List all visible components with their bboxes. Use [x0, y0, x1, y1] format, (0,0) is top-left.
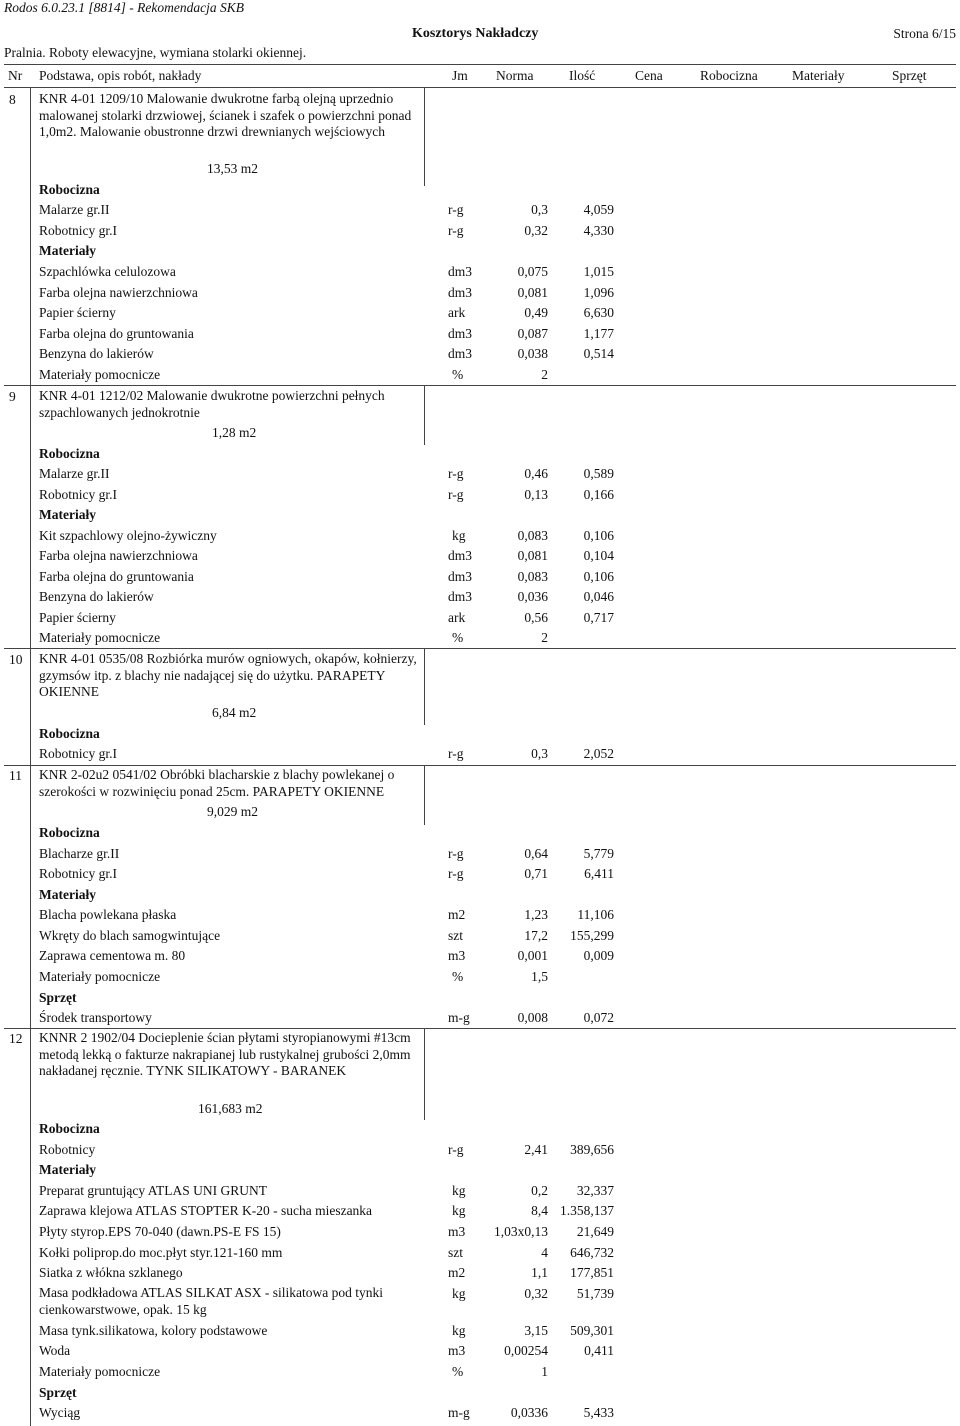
section-label-sprzet: Sprzęt: [39, 990, 77, 1005]
row-name: Malarze gr.II: [39, 202, 110, 217]
row-ilosc: 6,411: [584, 866, 614, 881]
row-norma: 8,4: [531, 1203, 548, 1218]
row-unit: kg: [452, 1286, 466, 1301]
row-ilosc: 5,433: [583, 1405, 614, 1420]
row-unit: ark: [448, 610, 466, 625]
row-ilosc: 509,301: [570, 1323, 614, 1338]
row-unit: dm3: [448, 346, 473, 361]
row-unit: kg: [452, 1323, 466, 1338]
row-unit: ark: [448, 305, 466, 320]
row-norma: 0,038: [517, 346, 548, 361]
position-quantity: 1,28 m2: [212, 425, 257, 440]
row-name: Robotnicy gr.I: [39, 746, 117, 761]
row-name: Siatka z włókna szklanego: [39, 1265, 183, 1280]
row-name: Kit szpachlowy olejno-żywiczny: [39, 528, 217, 543]
document-subtitle: Pralnia. Roboty elewacyjne, wymiana stolarki okiennej.: [4, 45, 307, 60]
row-unit: r-g: [448, 487, 464, 502]
row-norma: 0,0336: [510, 1405, 548, 1420]
row-ilosc: 155,299: [570, 928, 614, 943]
row-name: Papier ścierny: [39, 610, 116, 625]
row-name: Preparat gruntujący ATLAS UNI GRUNT: [39, 1183, 267, 1198]
col-header-robocizna: Robocizna: [700, 68, 758, 83]
row-ilosc: 177,851: [570, 1265, 614, 1280]
row-norma: 0,081: [517, 285, 548, 300]
row-name: Materiały pomocnicze: [39, 630, 161, 645]
row-ilosc: 6,630: [583, 305, 614, 320]
row-unit: r-g: [448, 846, 464, 861]
row-norma: 1: [541, 1364, 548, 1379]
position-separator: [4, 385, 956, 386]
section-label-robocizna: Robocizna: [39, 446, 100, 461]
row-norma: 0,32: [524, 1286, 548, 1301]
position-description: KNR 4-01 0535/08 Rozbiórka murów ogniowych, okapów, kołnierzy, gzymsów itp. z blachy nie nadającej się do użytku. PARAPETY OKIENNE: [39, 651, 417, 699]
page-number: Strona 6/15: [893, 26, 956, 41]
row-ilosc: 0,046: [583, 589, 614, 604]
row-name: Robotnicy gr.I: [39, 866, 117, 881]
row-unit: szt: [448, 928, 463, 943]
row-ilosc: 1,177: [583, 326, 614, 341]
row-ilosc: 0,717: [583, 610, 614, 625]
section-label-robocizna: Robocizna: [39, 182, 100, 197]
table-header-rule: [4, 87, 956, 88]
row-norma: 1,23: [524, 907, 548, 922]
row-unit: m-g: [448, 1405, 470, 1420]
position-description: KNR 2-02u2 0541/02 Obróbki blacharskie z blachy powlekanej o szerokości w rozwinięciu ponad 25cm. PARAPETY OKIENNE: [39, 767, 395, 799]
row-name: Farba olejna do gruntowania: [39, 326, 194, 341]
col-header-materialy: Materiały: [792, 68, 845, 83]
position-number: 12: [9, 1031, 23, 1046]
row-norma: 0,008: [517, 1010, 548, 1025]
row-norma: 0,32: [524, 223, 548, 238]
row-unit: r-g: [448, 466, 464, 481]
row-unit: m2: [448, 907, 466, 922]
row-name: Kołki poliprop.do moc.płyt styr.121-160 mm: [39, 1245, 283, 1260]
row-name: Robotnicy gr.I: [39, 487, 117, 502]
row-norma: 0,71: [524, 866, 548, 881]
position-quantity: 9,029 m2: [207, 804, 259, 819]
row-name: Materiały pomocnicze: [39, 1364, 161, 1379]
section-label-materialy: Materiały: [39, 1162, 96, 1177]
row-name: Benzyna do lakierów: [39, 346, 154, 361]
row-name: Blacharze gr.II: [39, 846, 120, 861]
nr-column-rule: [30, 87, 31, 1426]
app-title: Rodos 6.0.23.1 [8814] - Rekomendacja SKB: [4, 0, 244, 15]
row-norma: 0,3: [531, 202, 548, 217]
row-norma: 0,46: [524, 466, 548, 481]
row-norma: 0,64: [524, 846, 548, 861]
position-number: 11: [9, 768, 22, 783]
position-number: 10: [9, 652, 23, 667]
position-quantity: 161,683 m2: [198, 1101, 263, 1116]
row-name: Szpachlówka celulozowa: [39, 264, 176, 279]
row-unit: szt: [448, 1245, 463, 1260]
row-unit: dm3: [448, 569, 473, 584]
description-box-rule: [424, 87, 425, 186]
document-title: Kosztorys Nakładczy: [412, 26, 539, 41]
col-header-nr: Nr: [8, 68, 23, 83]
row-ilosc: 1,015: [583, 264, 614, 279]
row-ilosc: 0,009: [583, 948, 614, 963]
row-norma: 1,5: [531, 969, 548, 984]
row-ilosc: 0,106: [583, 528, 614, 543]
table-top-rule: [4, 64, 956, 65]
row-norma: 0,087: [517, 326, 548, 341]
row-name: Farba olejna nawierzchniowa: [39, 285, 198, 300]
row-unit: dm3: [448, 285, 473, 300]
row-ilosc: 4,059: [583, 202, 614, 217]
row-unit: m2: [448, 1265, 466, 1280]
row-unit: %: [452, 1364, 464, 1379]
row-norma: 3,15: [524, 1323, 548, 1338]
row-ilosc: 0,514: [583, 346, 614, 361]
position-description: KNNR 2 1902/04 Docieplenie ścian płytami styropianowymi #13cm metodą lekką o fakturze nakrapianej lub rustykalnej grubości 2,0mm nakładanej ręcznie. TYNK SILIKATOWY - BARANEK: [39, 1030, 411, 1078]
row-unit: dm3: [448, 548, 473, 563]
row-name: Masa podkładowa ATLAS SILKAT ASX - silikatowa pod tynki cienkowarstwowe, opak. 15 kg: [39, 1285, 383, 1317]
row-name: Materiały pomocnicze: [39, 367, 161, 382]
position-separator: [4, 765, 956, 766]
row-ilosc: 0,166: [583, 487, 614, 502]
description-box-rule: [424, 1028, 425, 1120]
row-ilosc: 21,649: [576, 1224, 614, 1239]
row-unit: r-g: [448, 866, 464, 881]
row-name: Masa tynk.silikatowa, kolory podstawowe: [39, 1323, 268, 1338]
row-unit: r-g: [448, 223, 464, 238]
row-unit: m3: [448, 1224, 466, 1239]
position-number: 8: [9, 92, 16, 107]
row-unit: %: [452, 367, 464, 382]
row-unit: r-g: [448, 1142, 464, 1157]
position-separator: [4, 1028, 956, 1029]
section-label-robocizna: Robocizna: [39, 726, 100, 741]
row-ilosc: 51,739: [576, 1286, 614, 1301]
row-norma: 0,13: [524, 487, 548, 502]
col-header-ilosc: Ilość: [569, 68, 596, 83]
row-unit: %: [452, 969, 464, 984]
row-name: Robotnicy: [39, 1142, 96, 1157]
row-ilosc: 2,052: [583, 746, 614, 761]
row-name: Środek transportowy: [39, 1010, 152, 1025]
row-norma: 0,081: [517, 548, 548, 563]
col-header-opis: Podstawa, opis robót, nakłady: [39, 68, 202, 83]
row-ilosc: 0,106: [583, 569, 614, 584]
row-unit: dm3: [448, 589, 473, 604]
row-name: Wyciąg: [39, 1405, 81, 1420]
section-label-materialy: Materiały: [39, 887, 96, 902]
position-separator: [4, 648, 956, 649]
row-unit: m-g: [448, 1010, 470, 1025]
row-name: Materiały pomocnicze: [39, 969, 161, 984]
row-name: Farba olejna do gruntowania: [39, 569, 194, 584]
section-label-sprzet: Sprzęt: [39, 1385, 77, 1400]
row-ilosc: 32,337: [576, 1183, 614, 1198]
row-unit: dm3: [448, 264, 473, 279]
position-quantity: 13,53 m2: [207, 161, 259, 176]
row-unit: r-g: [448, 746, 464, 761]
row-norma: 2: [541, 367, 548, 382]
position-description: KNR 4-01 1209/10 Malowanie dwukrotne farbą olejną uprzednio malowanej stolarki drzwiowej, ścianek i szafek o powierzchni ponad 1,0m2. Malowanie obustronne drzwi drewnianych wejściowych: [39, 91, 412, 139]
row-norma: 0,49: [524, 305, 548, 320]
row-ilosc: 4,330: [583, 223, 614, 238]
position-quantity: 6,84 m2: [212, 705, 257, 720]
row-norma: 17,2: [524, 928, 548, 943]
row-name: Farba olejna nawierzchniowa: [39, 548, 198, 563]
row-ilosc: 1,096: [583, 285, 614, 300]
row-norma: 0,075: [517, 264, 548, 279]
row-ilosc: 0,589: [583, 466, 614, 481]
row-unit: m3: [448, 1343, 466, 1358]
row-unit: kg: [452, 1183, 466, 1198]
row-norma: 0,083: [517, 528, 548, 543]
row-unit: kg: [452, 528, 466, 543]
row-name: Zaprawa klejowa ATLAS STOPTER K-20 - sucha mieszanka: [39, 1203, 373, 1218]
row-ilosc: 11,106: [577, 907, 614, 922]
section-label-materialy: Materiały: [39, 243, 96, 258]
row-name: Papier ścierny: [39, 305, 116, 320]
row-ilosc: 0,104: [583, 548, 614, 563]
section-label-materialy: Materiały: [39, 507, 96, 522]
row-ilosc: 0,072: [583, 1010, 614, 1025]
row-ilosc: 5,779: [583, 846, 614, 861]
description-box-rule: [424, 648, 425, 725]
row-name: Blacha powlekana płaska: [39, 907, 177, 922]
position-number: 9: [9, 389, 16, 404]
row-norma: 0,036: [517, 589, 548, 604]
row-norma: 0,2: [531, 1183, 548, 1198]
row-norma: 2,41: [524, 1142, 548, 1157]
row-unit: m3: [448, 948, 466, 963]
col-header-sprzet: Sprzęt: [892, 68, 927, 83]
row-norma: 0,083: [517, 569, 548, 584]
row-name: Malarze gr.II: [39, 466, 110, 481]
row-norma: 1,1: [531, 1265, 548, 1280]
row-name: Benzyna do lakierów: [39, 589, 154, 604]
row-unit: dm3: [448, 326, 473, 341]
row-norma: 0,00254: [504, 1343, 548, 1358]
section-label-robocizna: Robocizna: [39, 1121, 100, 1136]
row-norma: 4: [541, 1245, 548, 1260]
row-unit: kg: [452, 1203, 466, 1218]
col-header-cena: Cena: [635, 68, 663, 83]
row-norma: 0,56: [524, 610, 548, 625]
row-name: Woda: [39, 1343, 71, 1358]
row-unit: r-g: [448, 202, 464, 217]
row-name: Płyty styrop.EPS 70-040 (dawn.PS-E FS 15): [39, 1224, 281, 1239]
section-label-robocizna: Robocizna: [39, 825, 100, 840]
row-name: Zaprawa cementowa m. 80: [39, 948, 186, 963]
row-norma: 0,3: [531, 746, 548, 761]
row-ilosc: 389,656: [570, 1142, 614, 1157]
col-header-jm: Jm: [452, 68, 468, 83]
description-box-rule: [424, 765, 425, 825]
row-norma: 2: [541, 630, 548, 645]
col-header-norma: Norma: [496, 68, 534, 83]
row-norma: 0,001: [517, 948, 548, 963]
row-ilosc: 646,732: [570, 1245, 614, 1260]
row-ilosc: 1.358,137: [560, 1203, 614, 1218]
description-box-rule: [424, 385, 425, 445]
row-ilosc: 0,411: [584, 1343, 614, 1358]
row-name: Wkręty do blach samogwintujące: [39, 928, 221, 943]
row-unit: %: [452, 630, 464, 645]
row-norma: 1,03x0,13: [494, 1224, 548, 1239]
position-description: KNR 4-01 1212/02 Malowanie dwukrotne powierzchni pełnych szpachlowanych jednokrotnie: [39, 388, 385, 420]
row-name: Robotnicy gr.I: [39, 223, 117, 238]
